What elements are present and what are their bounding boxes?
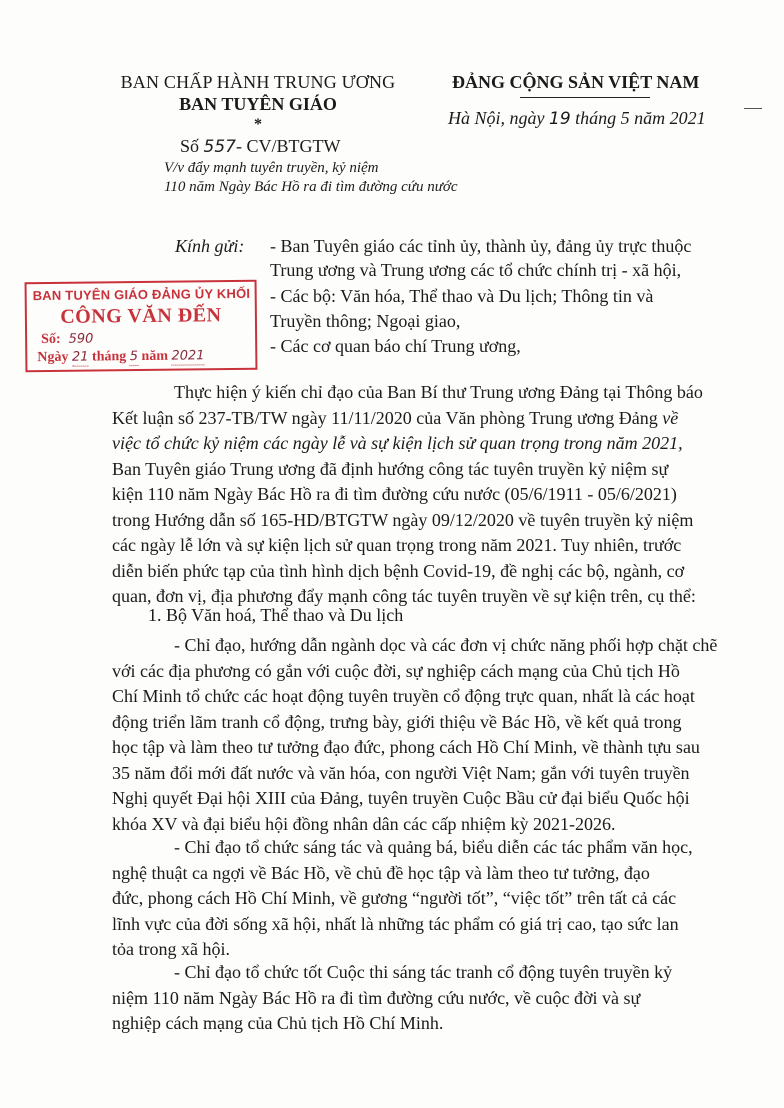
stamp-org: BAN TUYÊN GIÁO ĐẢNG ỦY KHỐI (32, 285, 251, 304)
recipient-line: - Các cơ quan báo chí Trung ương, (270, 336, 521, 356)
intro-line-text: Kết luận số 237-TB/TW ngày 11/11/2020 của Văn phòng Trung ương Đảng (112, 407, 663, 428)
stamp-nam-label: năm (141, 348, 169, 364)
stamp-thang-value: 5 (129, 349, 139, 365)
stamp-thang-label: tháng (91, 349, 127, 365)
date-prefix: Hà Nội, ngày (448, 108, 549, 128)
stamp-ngay-label: Ngày (37, 349, 69, 366)
document-date (448, 108, 706, 129)
subject-line-1: V/v đẩy mạnh tuyên truyền, kỷ niệm (164, 160, 379, 176)
org-line-2: BAN TUYÊN GIÁO (179, 94, 337, 114)
paragraph-line: - Chỉ đạo tổ chức sáng tác và quảng bá, biểu diễn các tác phẩm văn học, (174, 837, 693, 857)
stamp-so-label: Số: (41, 331, 61, 348)
document-number (180, 136, 340, 157)
paragraph-line: - Chỉ đạo, hướng dẫn ngành dọc và các đơn vị chức năng phối hợp chặt chẽ (174, 635, 718, 655)
recipient-line: Truyền thông; Ngoại giao, (270, 311, 461, 331)
paragraph-line: khóa XV và đại biểu hội đồng nhân dân các cấp nhiệm kỳ 2021-2026. (112, 813, 616, 834)
paragraph-line: tỏa trong xã hội. (112, 939, 230, 959)
recipients-label: Kính gửi: (175, 236, 245, 256)
recipient-line: - Ban Tuyên giáo các tỉnh ủy, thành ủy, đảng ủy trực thuộc (270, 236, 692, 256)
stamp-ngay-value: 21 (71, 349, 89, 365)
paragraph-line: động triển lãm tranh cổ động, trưng bày, giới thiệu về Bác Hồ, về kết quả trong (112, 711, 682, 732)
recipient-line: - Các bộ: Văn hóa, Thể thao và Du lịch; Thông tin và (270, 286, 654, 306)
paragraph-line: học tập và làm theo tư tưởng đạo đức, phong cách Hồ Chí Minh, về thành tựu sau (112, 737, 700, 757)
date-day-handwritten: 19 (549, 109, 571, 129)
paragraph-line: lĩnh vực của đời sống xã hội, nhất là những tác phẩm có giá trị cao, tạo sức lan (112, 913, 679, 934)
doc-no-suffix: - CV/BTGTW (235, 136, 341, 156)
doc-no-handwritten: 557 (203, 137, 236, 157)
paragraph-line: niệm 110 năm Ngày Bác Hồ ra đi tìm đường cứu nước, về cuộc đời và sự (112, 987, 641, 1008)
intro-line: diễn biến phức tạp của tình hình dịch bệnh Covid-19, đề nghị các bộ, ngành, cơ (112, 560, 685, 581)
recipient-line: Trung ương và Trung ương các tổ chức chính trị - xã hội, (270, 260, 682, 280)
org-line-1: BAN CHẤP HÀNH TRUNG ƯƠNG (120, 72, 396, 92)
stamp-title: CÔNG VĂN ĐẾN (60, 304, 222, 328)
section-heading-1: 1. Bộ Văn hoá, Thể thao và Du lịch (148, 605, 404, 625)
date-suffix: tháng 5 năm 2021 (570, 108, 706, 128)
intro-line: các ngày lễ lớn và sự kiện lịch sử quan trọng trong năm 2021. Tuy nhiên, trước (112, 535, 682, 555)
paragraph-line: nghệ thuật ca ngợi về Bác Hồ, về chủ đề học tập và làm theo tư tưởng, đạo (112, 862, 650, 883)
stamp-number (41, 331, 93, 348)
intro-line (112, 406, 752, 432)
edge-mark (744, 108, 762, 109)
paragraph-line: 35 năm đổi mới đất nước và văn hóa, con người Việt Nam; gắn với tuyên truyền (112, 762, 690, 783)
party-underline (520, 97, 650, 98)
stamp-nam-value: 2021 (171, 348, 205, 364)
paragraph-line: nghiệp cách mạng của Chủ tịch Hồ Chí Minh. (112, 1013, 444, 1033)
intro-line-italic: về (662, 407, 679, 428)
paragraph-line: đức, phong cách Hồ Chí Minh, về gương “người tốt”, “việc tốt” trên tất cả các (112, 888, 677, 908)
header-star: * (254, 116, 262, 133)
intro-paragraph (112, 380, 752, 610)
intro-line: việc tổ chức kỷ niệm các ngày lễ và sự kiện lịch sử quan trọng trong năm 2021, (112, 433, 683, 453)
intro-line: trong Hướng dẫn số 165-HD/BTGTW ngày 09/12/2020 về tuyên truyền kỷ niệm (112, 509, 694, 530)
paragraph-4 (112, 960, 752, 1037)
paragraph-2 (112, 633, 752, 837)
doc-no-prefix: Số (180, 136, 204, 156)
intro-line: kiện 110 năm Ngày Bác Hồ ra đi tìm đường cứu nước (05/6/1911 - 05/6/2021) (112, 484, 677, 504)
party-name: ĐẢNG CỘNG SẢN VIỆT NAM (452, 72, 700, 92)
paragraph-line: Nghị quyết Đại hội XIII của Đảng, tuyên truyền Cuộc Bầu cử đại biểu Quốc hội (112, 788, 690, 808)
subject-line-2: 110 năm Ngày Bác Hồ ra đi tìm đường cứu nước (164, 179, 458, 195)
paragraph-3 (112, 835, 752, 963)
paragraph-line: - Chỉ đạo tổ chức tốt Cuộc thi sáng tác tranh cổ động tuyên truyền kỷ (174, 962, 673, 982)
stamp-date (37, 348, 204, 367)
paragraph-line: với các địa phương có gắn với cuộc đời, sự nghiệp cách mạng của Chủ tịch Hồ (112, 660, 680, 681)
intro-line: Thực hiện ý kiến chỉ đạo của Ban Bí thư Trung ương Đảng tại Thông báo (174, 382, 703, 402)
intro-line: Ban Tuyên giáo Trung ương đã định hướng công tác tuyên truyền kỷ niệm sự (112, 458, 669, 479)
received-stamp (25, 280, 258, 372)
paragraph-line: Chí Minh tổ chức các hoạt động tuyên truyền cổ động trực quan, nhất là các hoạt (112, 686, 695, 706)
intro-line: quan, đơn vị, địa phương đẩy mạnh công tác tuyên truyền về sự kiện trên, cụ thể: (112, 586, 696, 606)
stamp-so-value: 590 (68, 331, 94, 347)
